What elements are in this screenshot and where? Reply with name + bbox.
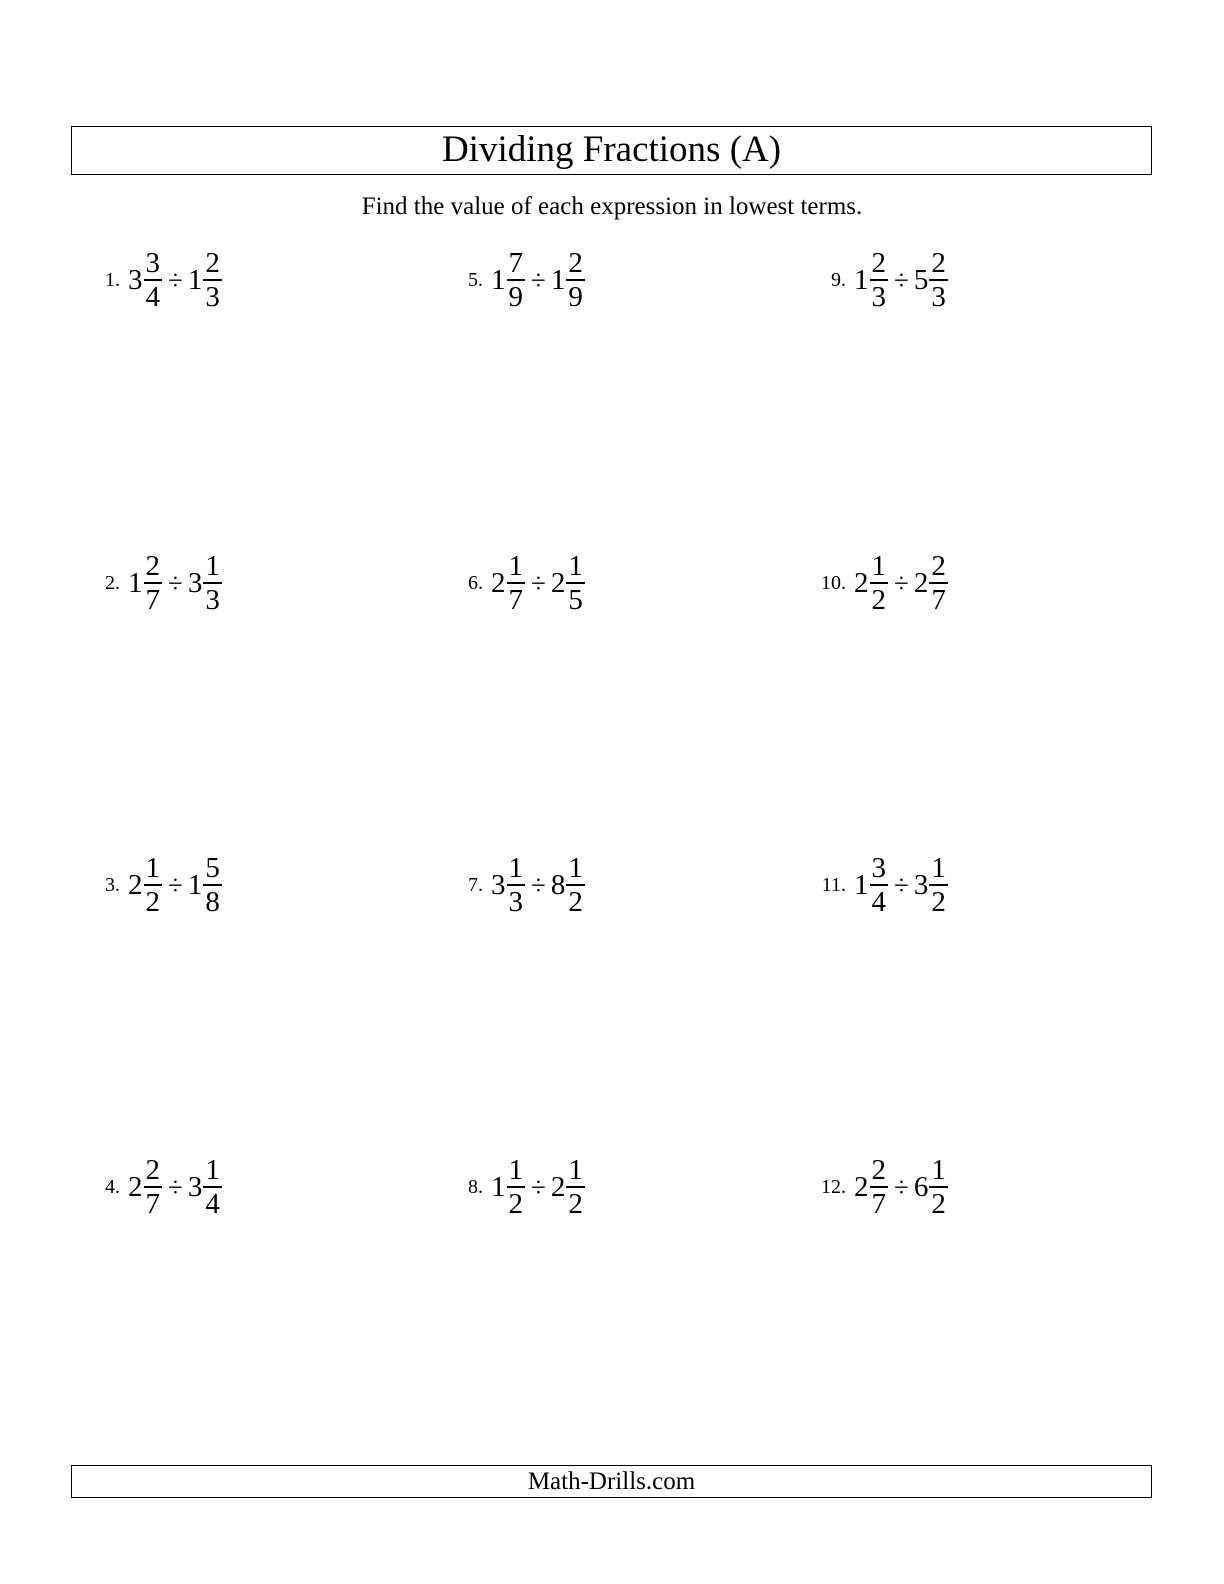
- fraction: [507, 852, 526, 918]
- problem-number: 11.: [821, 873, 846, 896]
- whole-number: 1: [187, 263, 203, 296]
- problem-number: 1.: [105, 268, 120, 291]
- divide-symbol: ÷: [168, 264, 183, 295]
- whole-number: 2: [854, 566, 869, 599]
- whole-number: 3: [913, 868, 929, 901]
- expression: [854, 247, 949, 313]
- fraction: [144, 550, 163, 616]
- numerator: 1: [508, 550, 523, 583]
- denominator: 9: [568, 280, 583, 313]
- denominator: 2: [508, 1187, 523, 1220]
- instructions: Find the value of each expression in lowest terms.: [361, 193, 863, 220]
- whole-number: 3: [187, 566, 203, 599]
- expression: [491, 852, 586, 918]
- numerator: 1: [568, 1154, 583, 1187]
- expression: [854, 1154, 949, 1220]
- whole-number: 2: [550, 566, 566, 599]
- denominator: 7: [871, 1187, 886, 1220]
- denominator: 8: [205, 885, 220, 918]
- numerator: 2: [931, 550, 946, 583]
- numerator: 2: [871, 1154, 886, 1187]
- whole-number: 3: [187, 1170, 203, 1203]
- denominator: 3: [205, 280, 220, 313]
- whole-number: 1: [854, 263, 869, 296]
- problem-9: [804, 240, 949, 320]
- expression: [491, 1154, 586, 1220]
- problem-6: [441, 543, 586, 623]
- fraction: [507, 1154, 526, 1220]
- numerator: 3: [871, 852, 886, 885]
- denominator: 9: [508, 280, 523, 313]
- divide-symbol: ÷: [894, 1171, 909, 1202]
- whole-number: 3: [491, 868, 506, 901]
- whole-number: 3: [128, 263, 143, 296]
- expression: [491, 550, 586, 616]
- denominator: 4: [145, 280, 160, 313]
- fraction: [870, 852, 889, 918]
- denominator: 3: [205, 583, 220, 616]
- problem-number: 7.: [468, 873, 483, 896]
- whole-number: 1: [187, 868, 203, 901]
- numerator: 1: [871, 550, 886, 583]
- numerator: 2: [871, 247, 886, 280]
- problem-number: 4.: [105, 1175, 120, 1198]
- numerator: 2: [205, 247, 220, 280]
- denominator: 2: [931, 885, 946, 918]
- denominator: 3: [508, 885, 523, 918]
- problem-number: 8.: [468, 1175, 483, 1198]
- expression: [128, 1154, 223, 1220]
- denominator: 4: [205, 1187, 220, 1220]
- numerator: 2: [931, 247, 946, 280]
- numerator: 5: [205, 852, 220, 885]
- problem-2: [78, 543, 223, 623]
- problem-number: 2.: [105, 571, 120, 594]
- fraction: [566, 852, 585, 918]
- denominator: 5: [568, 583, 583, 616]
- divide-symbol: ÷: [894, 264, 909, 295]
- problem-number: 6.: [468, 571, 483, 594]
- whole-number: 8: [550, 868, 566, 901]
- fraction: [507, 550, 526, 616]
- whole-number: 5: [913, 263, 929, 296]
- footer-text: Math-Drills.com: [527, 1468, 696, 1495]
- divide-symbol: ÷: [531, 869, 546, 900]
- problem-number: 12.: [821, 1175, 846, 1198]
- problem-10: [804, 543, 949, 623]
- numerator: 2: [568, 247, 583, 280]
- expression: [128, 550, 223, 616]
- whole-number: 2: [128, 1170, 143, 1203]
- page-title: Dividing Fractions (A): [441, 128, 782, 170]
- fraction: [203, 247, 222, 313]
- fraction: [203, 1154, 222, 1220]
- whole-number: 1: [128, 566, 143, 599]
- fraction: [203, 550, 222, 616]
- numerator: 1: [145, 852, 160, 885]
- whole-number: 2: [128, 868, 143, 901]
- fraction: [566, 550, 585, 616]
- whole-number: 6: [913, 1170, 929, 1203]
- fraction: [144, 247, 163, 313]
- whole-number: 1: [550, 263, 566, 296]
- numerator: 1: [568, 852, 583, 885]
- denominator: 3: [931, 280, 946, 313]
- divide-symbol: ÷: [894, 869, 909, 900]
- whole-number: 2: [550, 1170, 566, 1203]
- fraction: [929, 247, 948, 313]
- numerator: 1: [568, 550, 583, 583]
- divide-symbol: ÷: [168, 567, 183, 598]
- whole-number: 1: [491, 1170, 506, 1203]
- problem-number: 5.: [468, 268, 483, 291]
- problem-3: [78, 845, 223, 925]
- fraction: [566, 247, 585, 313]
- denominator: 3: [871, 280, 886, 313]
- expression: [854, 852, 949, 918]
- denominator: 7: [508, 583, 523, 616]
- expression: [854, 550, 949, 616]
- fraction: [870, 1154, 889, 1220]
- numerator: 2: [145, 550, 160, 583]
- title-box: [71, 126, 1152, 175]
- denominator: 7: [145, 583, 160, 616]
- expression: [128, 247, 223, 313]
- whole-number: 1: [491, 263, 506, 296]
- fraction: [507, 247, 526, 313]
- denominator: 7: [931, 583, 946, 616]
- denominator: 2: [145, 885, 160, 918]
- problem-4: [78, 1147, 223, 1227]
- numerator: 1: [931, 1154, 946, 1187]
- fraction: [929, 852, 948, 918]
- divide-symbol: ÷: [531, 264, 546, 295]
- fraction: [870, 550, 889, 616]
- fraction: [870, 247, 889, 313]
- numerator: 1: [205, 550, 220, 583]
- denominator: 2: [568, 1187, 583, 1220]
- numerator: 2: [145, 1154, 160, 1187]
- problem-8: [441, 1147, 586, 1227]
- denominator: 2: [568, 885, 583, 918]
- expression: [491, 247, 586, 313]
- fraction: [144, 1154, 163, 1220]
- divide-symbol: ÷: [531, 567, 546, 598]
- numerator: 1: [205, 1154, 220, 1187]
- denominator: 2: [871, 583, 886, 616]
- numerator: 1: [508, 1154, 523, 1187]
- fraction: [929, 1154, 948, 1220]
- problem-number: 3.: [105, 873, 120, 896]
- fraction: [566, 1154, 585, 1220]
- numerator: 1: [931, 852, 946, 885]
- denominator: 4: [871, 885, 886, 918]
- whole-number: 1: [854, 868, 869, 901]
- numerator: 7: [508, 247, 523, 280]
- fraction: [203, 852, 222, 918]
- expression: [128, 852, 223, 918]
- numerator: 1: [508, 852, 523, 885]
- fraction: [144, 852, 163, 918]
- problem-11: [804, 845, 949, 925]
- problem-number: 10.: [821, 571, 846, 594]
- divide-symbol: ÷: [531, 1171, 546, 1202]
- problem-1: [78, 240, 223, 320]
- numerator: 3: [145, 247, 160, 280]
- problem-7: [441, 845, 586, 925]
- divide-symbol: ÷: [894, 567, 909, 598]
- problem-5: [441, 240, 586, 320]
- whole-number: 2: [491, 566, 506, 599]
- footer-box: [71, 1465, 1152, 1498]
- problem-number: 9.: [831, 268, 846, 291]
- whole-number: 2: [913, 566, 929, 599]
- divide-symbol: ÷: [168, 1171, 183, 1202]
- denominator: 7: [145, 1187, 160, 1220]
- whole-number: 2: [854, 1170, 869, 1203]
- divide-symbol: ÷: [168, 869, 183, 900]
- problem-12: [804, 1147, 949, 1227]
- denominator: 2: [931, 1187, 946, 1220]
- fraction: [929, 550, 948, 616]
